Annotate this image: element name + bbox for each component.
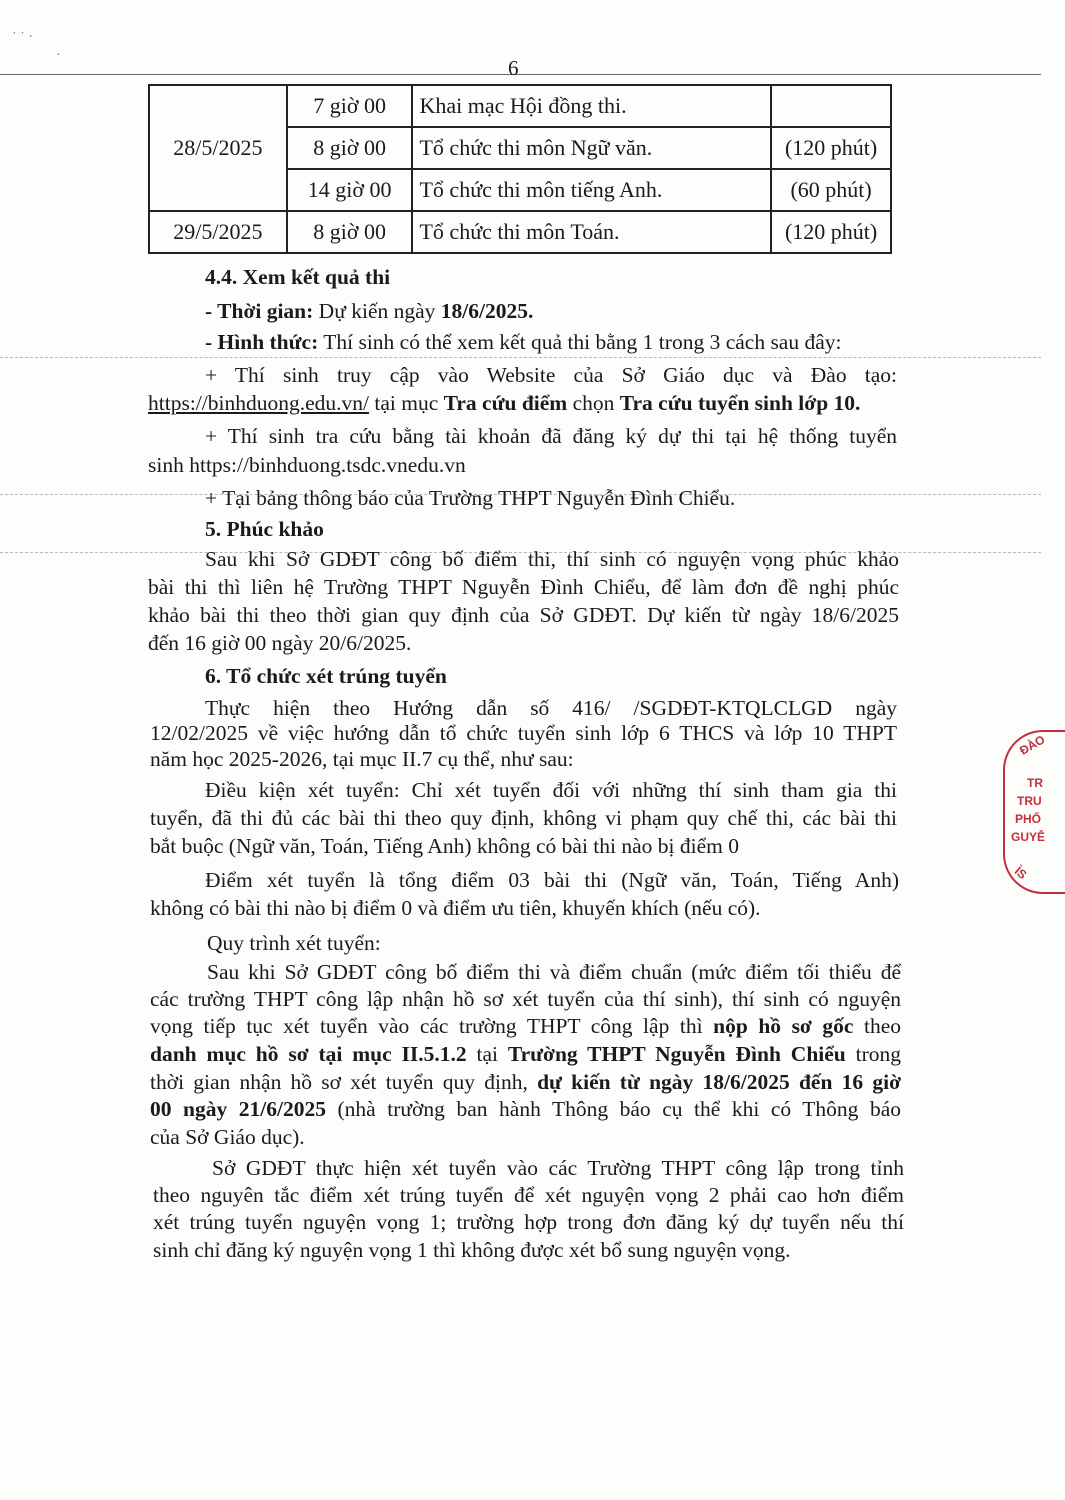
text-run: chọn <box>567 391 620 415</box>
paragraph-line: không có bài thi nào bị điểm 0 và điểm ưu tiên, khuyến khích (nếu có). <box>150 896 761 920</box>
schedule-duration: (120 phút) <box>771 127 891 169</box>
form-text: Thí sinh có thể xem kết quả thi bằng 1 trong 3 cách sau đây: <box>318 330 842 354</box>
paragraph-line <box>150 1012 901 1040</box>
paragraph-line: Điều kiện xét tuyển: Chỉ xét tuyển đối với những thí sinh tham gia thi <box>205 778 897 802</box>
header-rule <box>0 74 1041 75</box>
schedule-duration <box>771 85 891 127</box>
text-run: theo <box>853 1014 901 1038</box>
paragraph-line: bắt buộc (Ngữ văn, Toán, Tiếng Anh) không có bài thi nào bị điểm 0 <box>150 834 739 858</box>
stamp-text: GUYỄ <box>1011 830 1046 844</box>
text-run: trong <box>845 1042 901 1066</box>
paragraph-line: Sau khi Sở GDĐT công bố điểm thi, thí sinh có nguyện vọng phúc khảo <box>205 547 899 571</box>
text-run-bold: Trường THPT Nguyễn Đình Chiểu <box>507 1042 846 1066</box>
schedule-activity: Tổ chức thi môn tiếng Anh. <box>412 169 771 211</box>
text-run: tại <box>466 1042 508 1066</box>
stamp-text: TR <box>1027 776 1043 790</box>
schedule-activity: Khai mạc Hội đồng thi. <box>412 85 771 127</box>
official-stamp <box>1003 730 1065 894</box>
schedule-time: 7 giờ 00 <box>287 85 413 127</box>
text-run: vọng tiếp tục xét tuyển vào các trường THPT công lập thì <box>150 1014 714 1038</box>
schedule-date: 28/5/2025 <box>149 85 287 211</box>
paragraph-line: xét trúng tuyển nguyện vọng 1; trường hợp trong đơn đăng ký dự tuyển nếu thí <box>153 1210 904 1234</box>
text-run-bold: Tra cứu điểm <box>443 391 568 415</box>
text-run: (nhà trường ban hành Thông báo cụ thể khi có Thông báo <box>325 1097 902 1121</box>
form-label: - Hình thức: <box>205 330 319 354</box>
text-run: tại mục <box>368 391 444 415</box>
scan-artifact-line <box>0 357 1041 358</box>
schedule-time: 14 giờ 00 <box>287 169 413 211</box>
stamp-text: PHỐ <box>1015 812 1042 826</box>
section-heading-5: 5. Phúc khảo <box>205 517 324 541</box>
table-row <box>149 211 891 253</box>
paragraph-line <box>150 1068 901 1096</box>
table-row <box>149 85 891 127</box>
schedule-time: 8 giờ 00 <box>287 127 413 169</box>
schedule-time: 8 giờ 00 <box>287 211 413 253</box>
page-number: 6 <box>508 56 519 80</box>
paragraph-line: các trường THPT công lập nhận hồ sơ xét tuyển của thí sinh), thí sinh có nguyện <box>150 987 901 1011</box>
paragraph-line: 12/02/2025 về việc hướng dẫn tổ chức tuyển sinh lớp 6 THCS và lớp 10 THPT <box>150 721 897 745</box>
text-run-bold: danh mục hồ sơ tại mục II.5.1.2 <box>150 1042 467 1066</box>
paragraph-line: của Sở Giáo dục). <box>150 1125 305 1149</box>
paragraph-line: Quy trình xét tuyển: <box>207 931 381 955</box>
paragraph-line: sinh chỉ đăng ký nguyện vọng 1 thì không được xét bổ sung nguyện vọng. <box>153 1238 791 1262</box>
scan-speck: ˙ ˙ · <box>12 30 33 45</box>
paragraph-line: Thực hiện theo Hướng dẫn số 416/ /SGDĐT-KTQLCLGD ngày <box>205 696 897 720</box>
result-time-line <box>205 297 533 325</box>
paragraph-line <box>150 1095 901 1123</box>
text-run: thời gian nhận hồ sơ xét tuyển quy định, <box>150 1070 538 1094</box>
exam-schedule-table <box>148 84 892 254</box>
schedule-duration: (120 phút) <box>771 211 891 253</box>
section-heading-4-4: 4.4. Xem kết quả thi <box>205 265 391 289</box>
schedule-duration: (60 phút) <box>771 169 891 211</box>
website-link[interactable]: https://binhduong.edu.vn/ <box>148 391 369 415</box>
paragraph-line: bài thi thì liên hệ Trường THPT Nguyễn Đình Chiểu, để làm đơn đề nghị phúc <box>148 575 899 599</box>
paragraph-line: Sau khi Sở GDĐT công bố điểm thi và điểm chuẩn (mức điểm tối thiểu để <box>207 960 901 984</box>
paragraph-line: khảo bài thi theo thời gian quy định của Sở GDĐT. Dự kiến từ ngày 18/6/2025 <box>148 603 899 627</box>
text-run-bold: 00 ngày 21/6/2025 <box>150 1097 326 1121</box>
time-text: Dự kiến ngày <box>313 299 441 323</box>
way2-line: + Thí sinh tra cứu bằng tài khoản đã đăng ký dự thi tại hệ thống tuyển <box>205 424 897 448</box>
way2-line-2: sinh https://binhduong.tsdc.vnedu.vn <box>148 453 466 477</box>
way1-line: + Thí sinh truy cập vào Website của Sở Giáo dục và Đào tạo: <box>205 363 897 387</box>
stamp-text: ĐÀO <box>1017 732 1048 758</box>
text-run-bold: nộp hồ sơ gốc <box>713 1014 854 1038</box>
paragraph-line: đến 16 giờ 00 ngày 20/6/2025. <box>148 631 412 655</box>
schedule-activity: Tổ chức thi môn Ngữ văn. <box>412 127 771 169</box>
schedule-activity: Tổ chức thi môn Toán. <box>412 211 771 253</box>
section-heading-6: 6. Tổ chức xét trúng tuyển <box>205 664 447 688</box>
text-run-bold: Tra cứu tuyển sinh lớp 10. <box>619 391 861 415</box>
stamp-text: TRU <box>1017 794 1042 808</box>
paragraph-line: Sở GDĐT thực hiện xét tuyển vào các Trường THPT công lập trong tỉnh <box>212 1156 904 1180</box>
time-label: - Thời gian: <box>205 299 314 323</box>
schedule-date: 29/5/2025 <box>149 211 287 253</box>
text-run-bold: dự kiến từ ngày 18/6/2025 đến 16 giờ <box>537 1070 902 1094</box>
paragraph-line: theo nguyên tắc điểm xét trúng tuyển để xét nguyện vọng 2 phải cao hơn điểm <box>153 1183 904 1207</box>
paragraph-line: Điểm xét tuyển là tổng điểm 03 bài thi (Ngữ văn, Toán, Tiếng Anh) <box>205 868 899 892</box>
paragraph-line <box>150 1040 901 1068</box>
stamp-text: ÌS <box>1011 863 1030 883</box>
paragraph-line: năm học 2025-2026, tại mục II.7 cụ thể, như sau: <box>150 747 574 771</box>
way3-line: + Tại bảng thông báo của Trường THPT Nguyễn Đình Chiểu. <box>205 486 736 510</box>
scan-speck: · <box>56 48 61 63</box>
time-date: 18/6/2025. <box>440 299 534 323</box>
result-form-line <box>205 328 842 356</box>
paragraph-line: tuyển, đã thi đủ các bài thi theo quy định, không vi phạm quy chế thi, các bài thi <box>150 806 897 830</box>
way1-line-2 <box>148 389 860 417</box>
